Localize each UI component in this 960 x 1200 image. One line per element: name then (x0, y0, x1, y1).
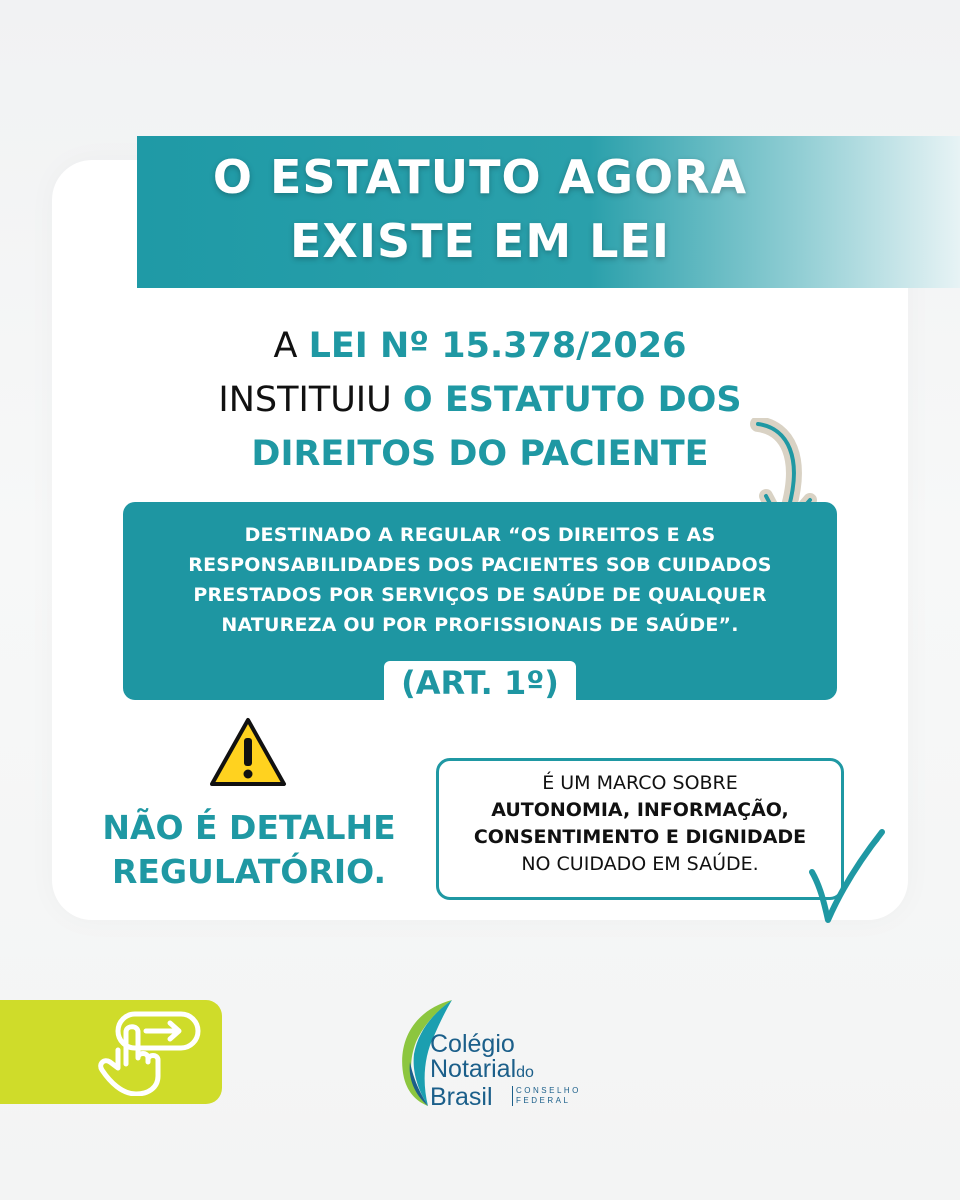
milestone-line-4: NO CUIDADO EM SAÚDE. (521, 853, 759, 875)
quote-line: PRESTADOS POR SERVIÇOS DE SAÚDE DE QUALQUER (193, 584, 767, 606)
checkmark-icon (806, 826, 886, 926)
title-line-1: O ESTATUTO AGORA (212, 150, 748, 204)
lead-line-1 (52, 322, 908, 370)
not-regulatory-line-2: REGULATÓRIO. (112, 852, 386, 891)
milestone-line-1: É UM MARCO SOBRE (542, 772, 738, 794)
article-label: (ART. 1º) (401, 664, 559, 702)
title-line-2: EXISTE EM LEI (289, 214, 670, 268)
milestone-line-3: CONSENTIMENTO E DIGNIDADE (473, 826, 807, 848)
logo-line-3: Brasil (430, 1083, 493, 1111)
swipe-hand-icon (92, 1010, 202, 1096)
quote-line: DESTINADO A REGULAR “OS DIREITOS E AS (244, 524, 716, 546)
milestone-line-2: AUTONOMIA, INFORMAÇÃO, (491, 799, 789, 821)
statute-name-part-2: DIREITOS DO PACIENTE (251, 434, 709, 474)
not-regulatory-detail-text (90, 806, 408, 894)
statute-name-part-1: O ESTATUTO DOS (402, 380, 742, 420)
logo-line-2-do: do (516, 1064, 534, 1081)
logo-sub-federal: FEDERAL (516, 1096, 571, 1105)
logo-subtitle (512, 1086, 581, 1106)
not-regulatory-line-1: NÃO É DETALHE (102, 808, 396, 847)
logo-sub-conselho: CONSELHO (516, 1086, 581, 1095)
lead-line-2 (52, 376, 908, 424)
lead-prefix-a: A (273, 326, 298, 366)
logo-line-1: Colégio (430, 1030, 515, 1058)
lead-prefix-instituiu: INSTITUIU (218, 380, 392, 420)
logo-line-2: Notarial (430, 1055, 517, 1083)
quote-text (123, 520, 837, 640)
law-number: LEI Nº 15.378/2026 (308, 326, 687, 366)
quote-line: NATUREZA OU POR PROFISSIONAIS DE SAÚDE”. (221, 614, 739, 636)
warning-triangle-icon (208, 716, 288, 790)
milestone-text (436, 770, 844, 878)
quote-line: RESPONSABILIDADES DOS PACIENTES SOB CUIDADOS (188, 554, 772, 576)
